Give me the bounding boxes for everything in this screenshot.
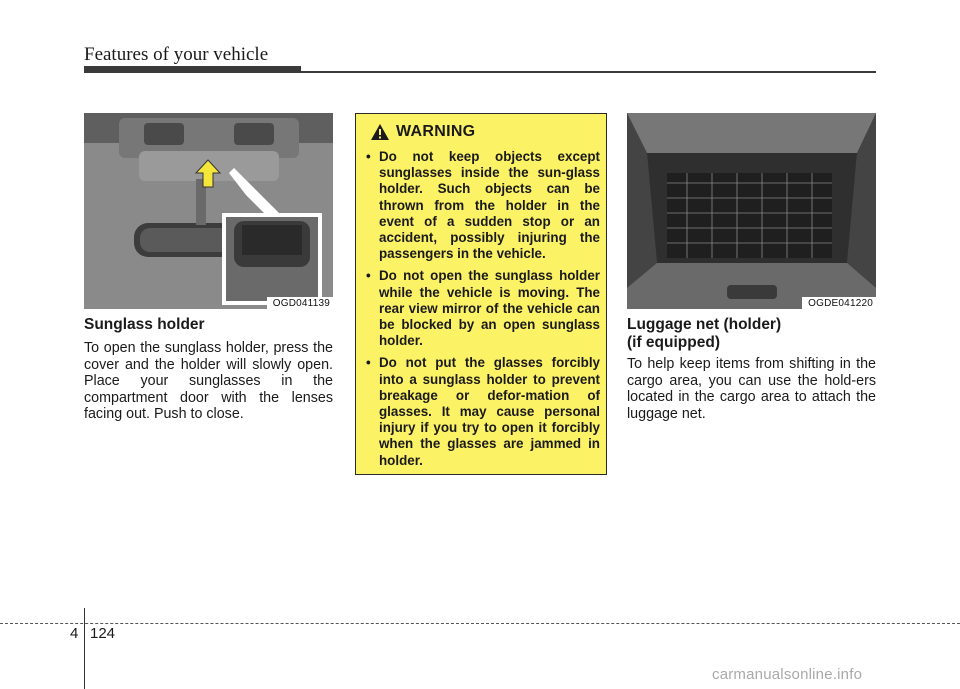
sunglass-holder-illustration <box>84 113 333 309</box>
luggage-net-body: To help keep items from shifting in the cargo area, you can use the hold-ers located in the cargo area to attach the luggage net. <box>627 356 876 422</box>
chapter-number: 4 <box>70 625 79 642</box>
footer-divider <box>84 608 85 689</box>
warning-triangle-icon <box>370 123 390 141</box>
watermark: carmanualsonline.info <box>712 666 863 683</box>
warning-item: • Do not put the glasses forcibly into a sunglass holder to prevent breakage or defor-mation of glasses. It may cause personal injury if you try to open it forcibly when the glasses are jammed in holder. <box>366 355 600 468</box>
header-rule-thin <box>84 71 876 73</box>
footer-rule <box>0 623 960 624</box>
image-code-left: OGD041139 <box>267 297 333 309</box>
warning-list <box>364 149 600 475</box>
image-code-right: OGDE041220 <box>802 297 876 309</box>
warning-item: • Do not keep objects except sunglasses inside the sun-glass holder. Such objects can be thrown from the holder in the event of a sudden stop or an accident, possibly injuring the passengers in the vehicle. <box>366 149 600 262</box>
warning-item: • Do not open the sunglass holder while the vehicle is moving. The rear view mirror of the vehicle can be blocked by an open sunglass holder. <box>366 268 600 349</box>
sunglass-holder-photo <box>84 113 333 309</box>
page-number: 124 <box>90 625 116 642</box>
page-header-title: Features of your vehicle <box>84 44 269 65</box>
luggage-net-photo <box>627 113 876 309</box>
luggage-net-heading: Luggage net (holder) (if equipped) <box>627 316 782 351</box>
sunglass-holder-heading: Sunglass holder <box>84 316 205 333</box>
warning-box <box>355 113 607 475</box>
warning-label: WARNING <box>396 123 476 140</box>
sunglass-holder-body: To open the sunglass holder, press the cover and the holder will slowly open. Place your sunglasses in the compartment door with the lenses facing out. Push to close. <box>84 340 333 423</box>
warning-header <box>370 123 475 141</box>
luggage-net-illustration <box>627 113 876 309</box>
